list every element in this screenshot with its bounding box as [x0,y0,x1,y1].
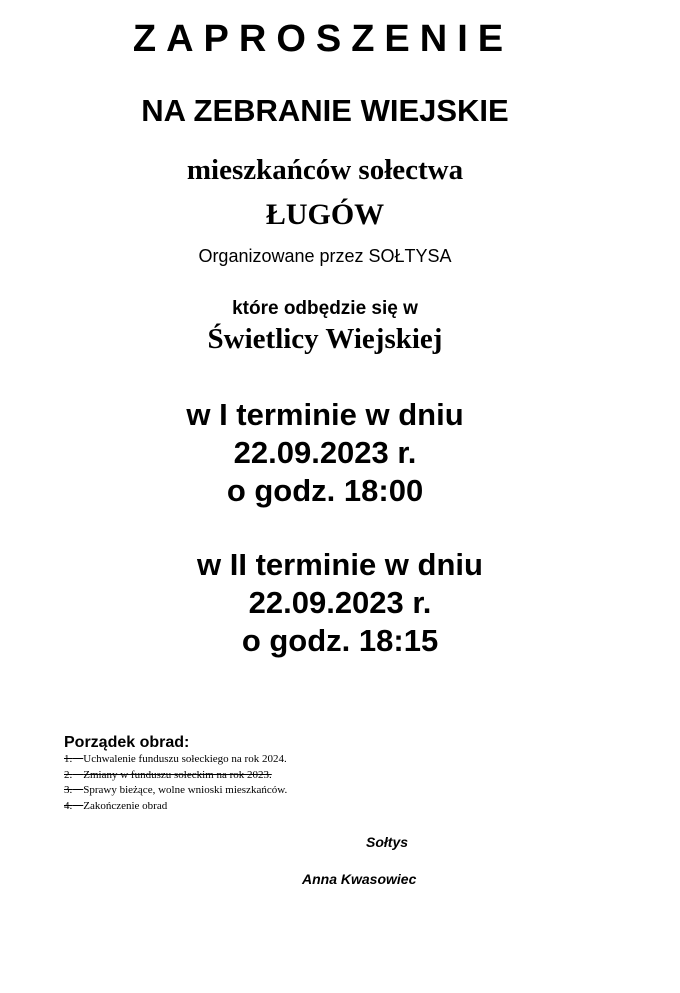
agenda-item-dash [72,753,83,765]
second-term-time: o godz. 18:15 [241,623,439,658]
meeting-subtitle: NA ZEBRANIE WIEJSKIE [141,93,509,128]
venue-name: Świetlicy Wiejskiej [207,323,443,355]
agenda-item-number: 4. [64,799,73,812]
residents-line: mieszkańców sołectwa [186,154,464,186]
agenda-item [64,752,287,768]
agenda-item [64,768,287,784]
agenda-item [64,799,287,815]
agenda-item-dash [72,784,83,796]
signature-name: Anna Kwasowiec [302,871,417,887]
venue-intro: które odbędzie się w [232,298,418,319]
agenda-item-text: Zakończenie obrad [83,799,168,812]
second-term-heading: w II terminie w dniu [197,547,483,582]
agenda-item-text: Zmiany w funduszu sołeckim na rok 2023. [83,768,272,781]
second-term-date: 22.09.2023 r. [248,585,432,620]
agenda-item-dash [72,800,83,812]
agenda-item-text: Sprawy bieżące, wolne wnioski mieszkańców. [83,784,288,796]
agenda-list [64,752,287,814]
agenda-item-number: 3. [64,784,73,796]
invitation-title: ZAPROSZENIE [132,18,514,60]
first-term-date: 22.09.2023 r. [233,435,417,470]
organizer-line: Organizowane przez SOŁTYSA [198,246,452,266]
signature-role: Sołtys [366,834,409,850]
agenda-heading: Porządek obrad: [64,734,190,751]
agenda-item-number: 1. [64,753,73,765]
agenda-item [64,783,287,799]
agenda-item-text: Uchwalenie funduszu sołeckiego na rok 2024. [83,753,287,765]
village-name: ŁUGÓW [265,198,385,231]
agenda-item-dash [72,769,83,781]
agenda-item-number: 2. [64,768,73,781]
first-term-time: o godz. 18:00 [226,473,424,508]
first-term-heading: w I terminie w dniu [186,397,464,432]
